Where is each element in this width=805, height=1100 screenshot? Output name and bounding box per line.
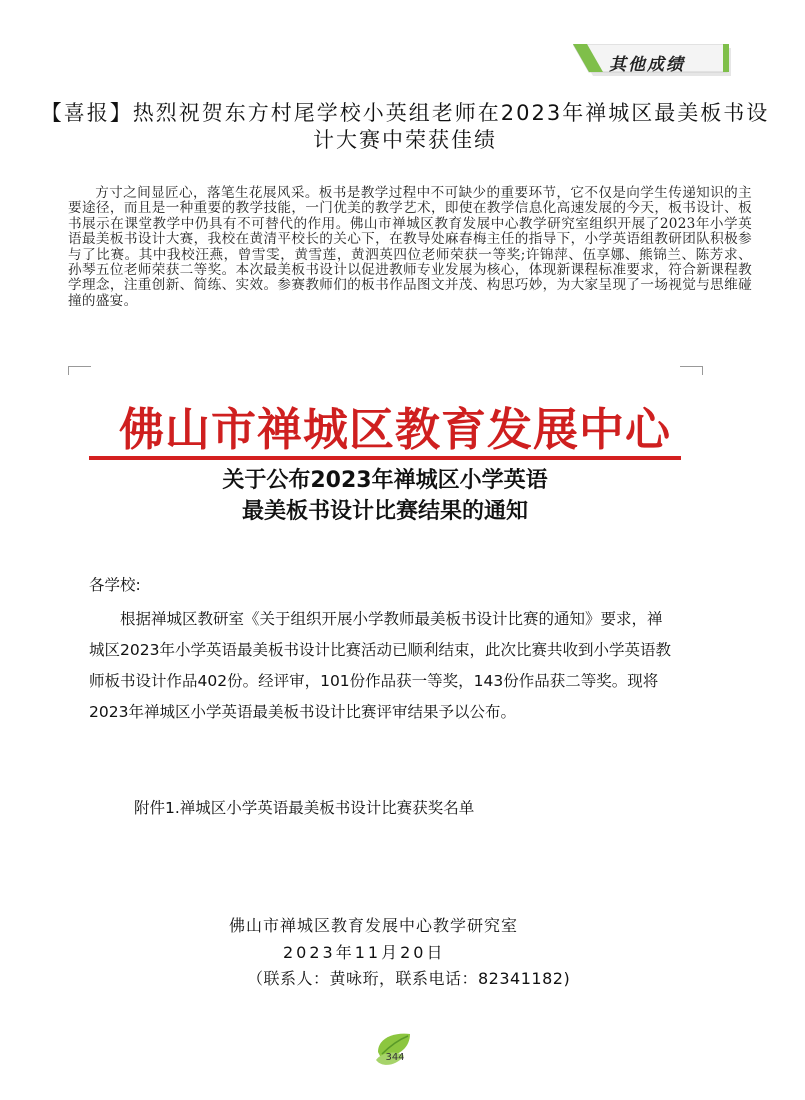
- signature-contact: （联系人：黄咏珩，联系电话：82341182): [247, 969, 571, 988]
- notice-title: [89, 465, 681, 527]
- section-tab: [573, 44, 733, 78]
- notice-org-name: 佛山市禅城区教育发展中心: [118, 403, 671, 456]
- article-headline: 【喜报】热烈祝贺东方村尾学校小英组老师在2023年禅城区最美板书设计大赛中荣获佳绩: [40, 101, 770, 152]
- page-number: 344: [385, 1052, 405, 1063]
- page-number-badge: [370, 1030, 420, 1074]
- notice-body: 根据禅城区教研室《关于组织开展小学教师最美板书设计比赛的通知》要求，禅城区2023年小学英语最美板书设计比赛活动已顺利结束，此次比赛共收到小学英语教师板书设计作品402份。经评审，101份作品获一等奖，143份作品获二等奖。现将2023年禅城区小学英语最美板书设计比赛评审结果予以公布。: [89, 610, 671, 721]
- notice-greeting: 各学校:: [89, 576, 141, 594]
- red-divider: [89, 456, 681, 460]
- image-frame-corner-left: [68, 366, 91, 375]
- signature-org: 佛山市禅城区教育发展中心教学研究室: [229, 916, 519, 935]
- section-tab-label: 其他成绩: [609, 55, 685, 75]
- notice-attachment: 附件1.禅城区小学英语最美板书设计比赛获奖名单: [134, 799, 475, 817]
- article-body: 方寸之间显匠心，落笔生花展风采。板书是教学过程中不可缺少的重要环节，它不仅是向学生传递知识的主要途径，而且是一种重要的教学技能，一门优美的教学艺术，即使在教学信息化高速发展的今天，板书设计、板书展示在课堂教学中仍具有不可替代的作用。佛山市禅城区教育发展中心教学研究室组织开展了2023年小学英语最美板书设计大赛，我校在黄清平校长的关心下，在教导处麻春梅主任的指导下，小学英语组教研团队积极参与了比赛。其中我校汪燕，曾雪雯，黄雪莲，黄泗英四位老师荣获一等奖;许锦萍、伍享娜、熊锦兰、陈芳求、孙琴五位老师荣获二等奖。本次最美板书设计以促进教师专业发展为核心，体现新课程标准要求，符合新课程教学理念，注重创新、简练、实效。参赛教师们的板书作品图文并茂、构思巧妙，为大家呈现了一场视觉与思维碰撞的盛宴。: [68, 185, 752, 309]
- notice-title-line1: 关于公布2023年禅城区小学英语: [222, 468, 548, 493]
- signature-date: 2023年11月20日: [283, 943, 446, 962]
- image-frame-corner-right: [680, 366, 703, 375]
- notice-title-line2: 最美板书设计比赛结果的通知: [241, 499, 528, 524]
